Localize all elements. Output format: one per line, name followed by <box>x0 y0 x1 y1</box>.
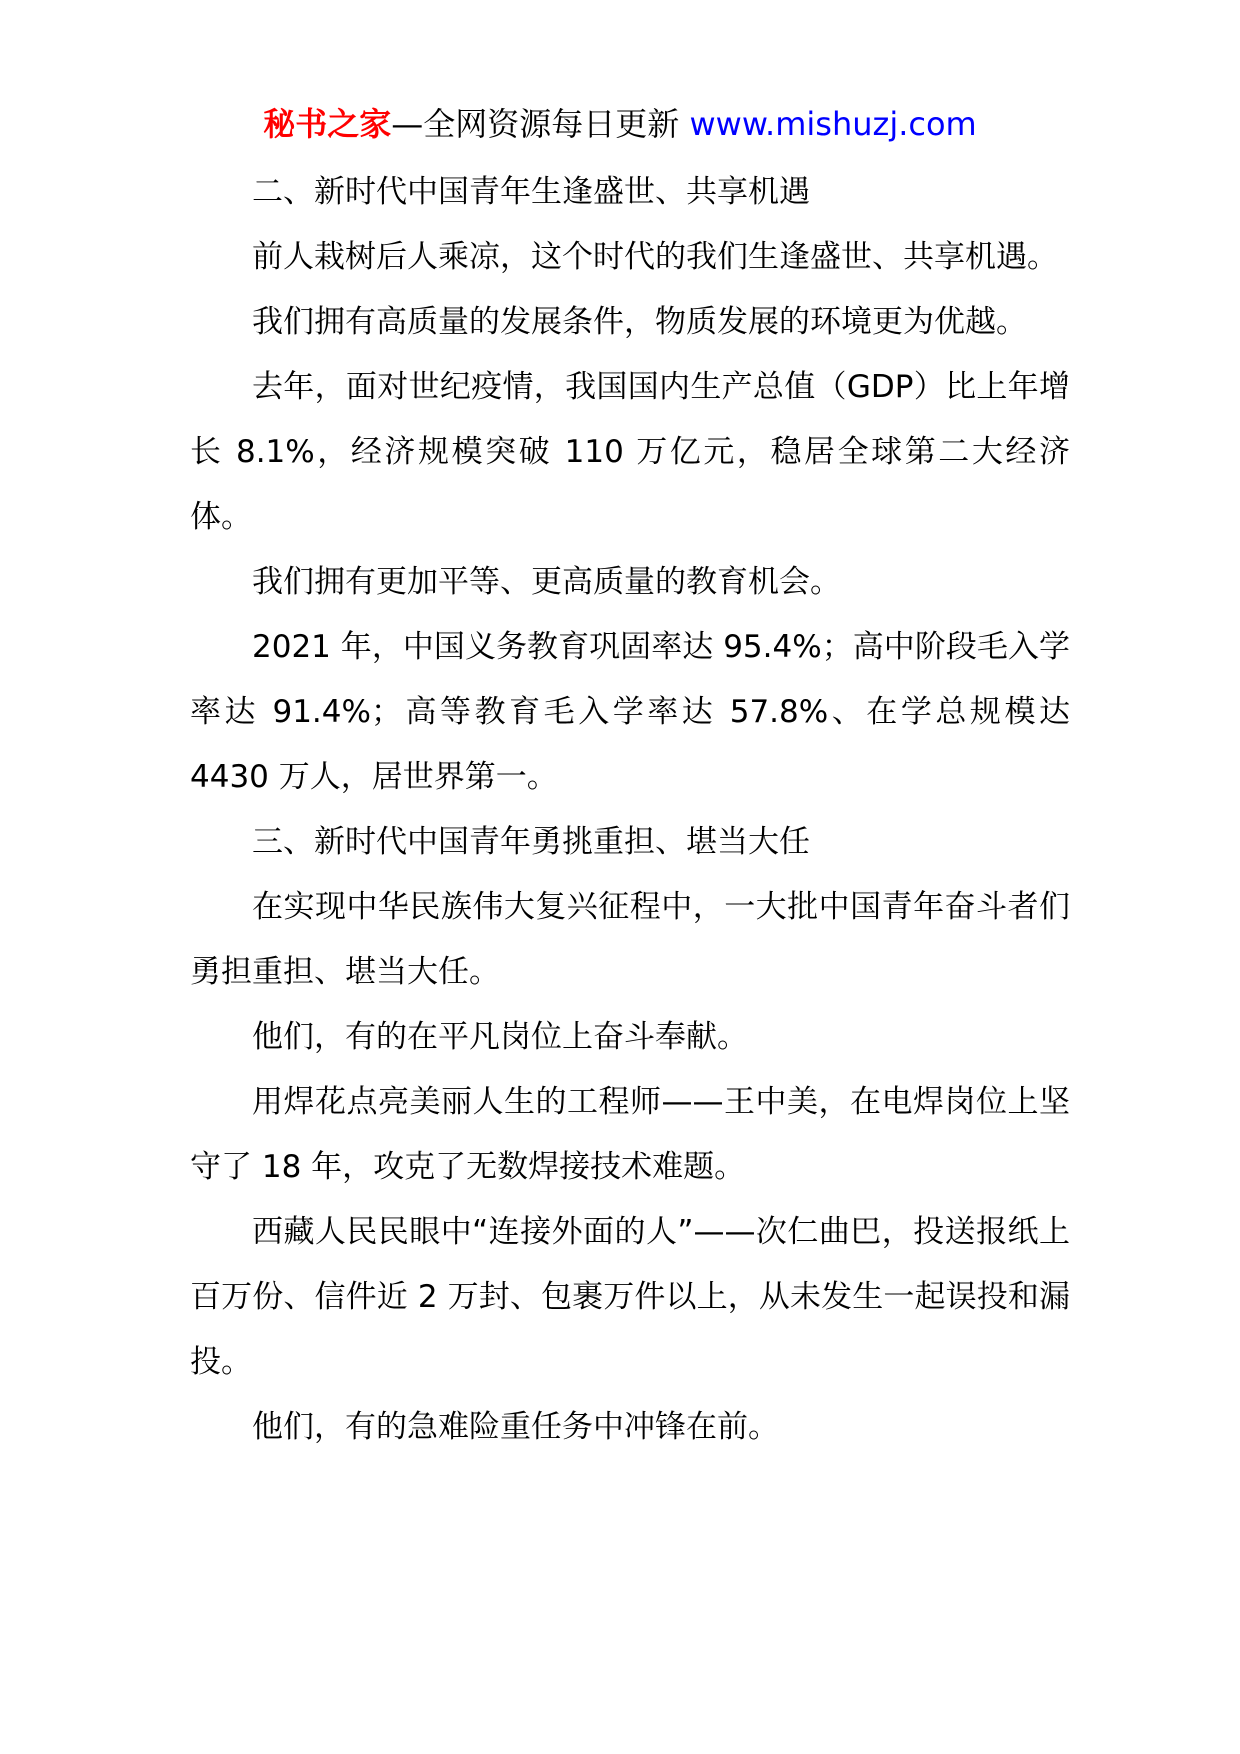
body-paragraph: 西藏人民民眼中“连接外面的人”——次仁曲巴，投送报纸上百万份、信件近 2 万封、包裹万件以上，从未发生一起误投和漏投。 <box>190 1214 1070 1380</box>
site-header <box>0 100 1240 148</box>
body-paragraph: 用焊花点亮美丽人生的工程师——王中美，在电焊岗位上坚守了 18 年，攻克了无数焊接技术难题。 <box>190 1084 1070 1185</box>
document-body <box>190 160 1070 1460</box>
body-paragraph: 去年，面对世纪疫情，我国国内生产总值（GDP）比上年增长 8.1%，经济规模突破 110 万亿元，稳居全球第二大经济体。 <box>190 369 1070 535</box>
site-slogan: —全网资源每日更新 <box>391 105 690 143</box>
site-url-link[interactable]: www.mishuzj.com <box>689 105 977 143</box>
site-brand: 秘书之家 <box>263 105 392 143</box>
body-paragraph: 前人栽树后人乘凉，这个时代的我们生逢盛世、共享机遇。 <box>252 239 1058 275</box>
body-paragraph: 2021 年，中国义务教育巩固率达 95.4%；高中阶段毛入学率达 91.4%；高等教育毛入学率达 57.8%、在学总规模达 4430 万人，居世界第一。 <box>190 629 1070 795</box>
section-heading: 三、新时代中国青年勇挑重担、堪当大任 <box>252 824 810 860</box>
body-paragraph: 我们拥有高质量的发展条件，物质发展的环境更为优越。 <box>252 304 1027 340</box>
body-paragraph: 他们，有的在平凡岗位上奋斗奉献。 <box>252 1019 748 1055</box>
section-heading: 二、新时代中国青年生逢盛世、共享机遇 <box>252 174 810 210</box>
body-paragraph: 我们拥有更加平等、更高质量的教育机会。 <box>252 564 841 600</box>
body-paragraph: 他们，有的急难险重任务中冲锋在前。 <box>252 1409 779 1445</box>
body-paragraph: 在实现中华民族伟大复兴征程中，一大批中国青年奋斗者们勇担重担、堪当大任。 <box>190 889 1070 990</box>
